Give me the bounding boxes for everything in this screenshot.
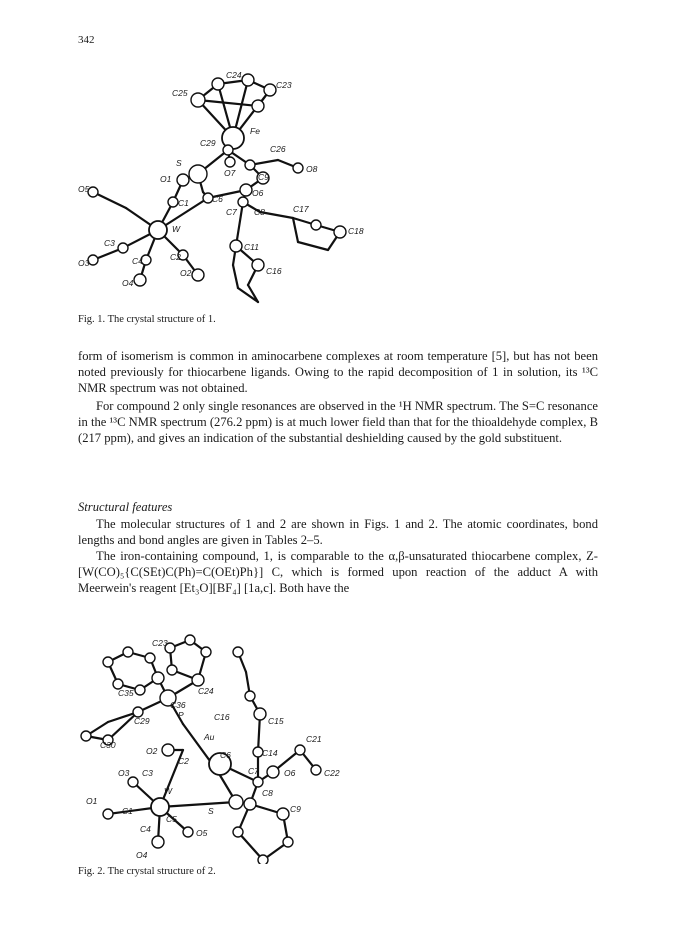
label-c11: C11 [244, 242, 259, 252]
label-c6: C6 [220, 750, 231, 760]
page-number: 342 [78, 34, 95, 46]
label-o6: O6 [284, 768, 296, 778]
label-c3: C3 [142, 768, 153, 778]
label-c4: C4 [140, 824, 151, 834]
label-c4: C4 [132, 256, 143, 266]
figure-2-structure [78, 632, 368, 864]
label-c1: C1 [178, 198, 189, 208]
label-c18: C18 [348, 226, 364, 236]
label-c8: C8 [262, 788, 273, 798]
label-o2: O2 [146, 746, 158, 756]
fig1-atoms [88, 74, 346, 286]
label-c5: C5 [166, 814, 177, 824]
figure-1-caption: Fig. 1. The crystal structure of 1. [78, 314, 216, 325]
label-o6: O6 [252, 188, 264, 198]
paragraph-1-text: form of isomerism is common in aminocarbene complexes at room temperature [5], but has not been noted previously for thiocarbene ligands. Owing to the rapid decomposition of 1 in solution, its ¹³C NMR spectrum was not obtained. [78, 349, 598, 395]
label-c35: C35 [118, 688, 134, 698]
label-c23: C23 [152, 638, 168, 648]
label-c3: C3 [104, 238, 115, 248]
figure-1 [78, 70, 378, 310]
label-c9: C9 [258, 172, 269, 182]
label-c21: C21 [306, 734, 322, 744]
label-fe: Fe [250, 126, 260, 136]
label-s: S [208, 806, 214, 816]
figure-2 [78, 632, 368, 864]
label-s: S [176, 158, 182, 168]
label-o8: O8 [306, 164, 318, 174]
label-o4: O4 [136, 850, 148, 860]
label-c7: C7 [226, 207, 237, 217]
section-heading: Structural features [78, 500, 173, 514]
label-c25: C25 [172, 88, 188, 98]
label-c6: C6 [212, 194, 223, 204]
label-c9: C9 [290, 804, 301, 814]
label-o4: O4 [122, 278, 134, 288]
label-w: W [172, 224, 181, 234]
label-c2: C2 [178, 756, 189, 766]
label-o2: O2 [180, 268, 192, 278]
figure-2-caption: Fig. 2. The crystal structure of 2. [78, 866, 216, 877]
label-o7: O7 [224, 168, 236, 178]
fig2-bonds [86, 640, 316, 860]
label-o1: O1 [86, 796, 98, 806]
label-au: Au [204, 732, 215, 742]
label-c14: C14 [262, 748, 278, 758]
paragraph-2-text: For compound 2 only single resonances are observed in the ¹H NMR spectrum. The S=C resonance in the ¹³C NMR spectrum (276.2 ppm) is at much lower field than that for the thioaldehyde complex, B (217 ppm), and gives an indication of the substantial deshielding caused by the gold substituent. [78, 399, 598, 445]
label-o3: O3 [78, 258, 90, 268]
label-c7: C7 [248, 766, 259, 776]
fig1-bonds [93, 80, 340, 302]
label-c36: C36 [170, 700, 186, 710]
label-c2: C2 [170, 252, 181, 262]
label-c8: C8 [254, 207, 265, 217]
paragraph-4-text: The iron-containing compound, 1, is comparable to the α,β-unsaturated thiocarbene complex, Z-[W(CO)₅{C(SEt)C(Ph)=C(OEt)Ph}] C, which is formed upon reaction of the adduct A with Meerwein's reagent [Et₃O][BF₄] [1a,c]. Both have the [78, 549, 598, 595]
label-o5: O5 [196, 828, 208, 838]
label-w: W [164, 786, 173, 796]
label-c15: C15 [268, 716, 284, 726]
label-c26: C26 [270, 144, 286, 154]
paragraph-1 [78, 348, 598, 396]
label-c30: C30 [100, 740, 116, 750]
label-c24: C24 [226, 70, 242, 80]
paragraph-3 [78, 516, 598, 548]
label-p: P [178, 710, 184, 720]
label-c24: C24 [198, 686, 214, 696]
label-c16: C16 [266, 266, 282, 276]
label-c16: C16 [214, 712, 230, 722]
label-o3: O3 [118, 768, 130, 778]
label-c29: C29 [134, 716, 150, 726]
label-c1: C1 [122, 806, 133, 816]
figure-1-structure [78, 70, 378, 310]
label-c29: C29 [200, 138, 216, 148]
label-c23: C23 [276, 80, 292, 90]
label-c17: C17 [293, 204, 309, 214]
label-o1: O1 [160, 174, 172, 184]
label-c22: C22 [324, 768, 340, 778]
paragraph-2 [78, 398, 598, 446]
paragraph-3-text: The molecular structures of 1 and 2 are shown in Figs. 1 and 2. The atomic coordinates, bond lengths and bond angles are given in Tables 2–5. [78, 517, 598, 547]
label-o5: O5 [78, 184, 90, 194]
paragraph-4 [78, 548, 598, 596]
